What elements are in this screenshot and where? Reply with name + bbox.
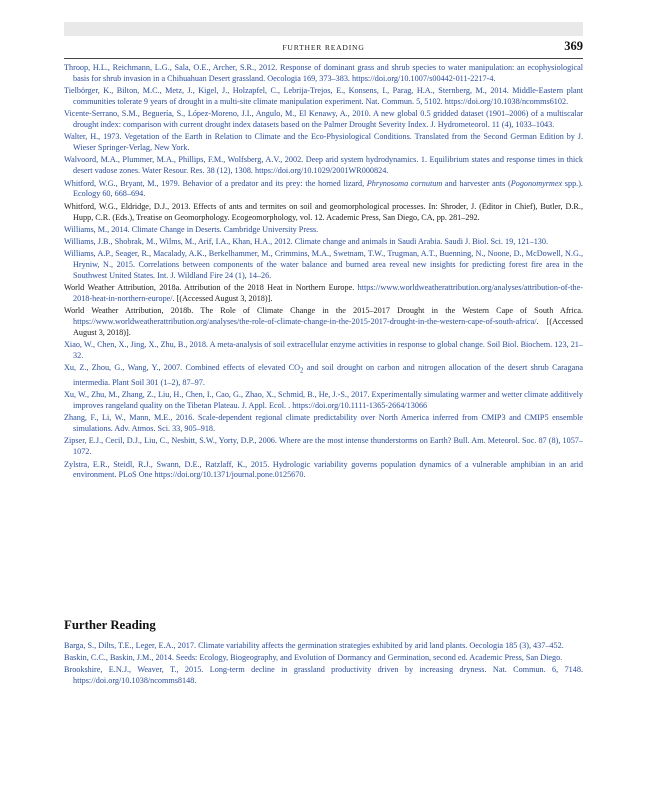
reference-xu-2007[interactable] <box>64 363 583 388</box>
reference-list <box>64 63 583 483</box>
header-bar <box>64 22 583 36</box>
reference-williams-2015[interactable]: Williams, A.P., Seager, R., Macalady, A.K., Berkelhammer, M., Crimmins, M.A., Swetnam, T.W., Trugman, A.T., Buenning, N., Noone, D., McDowell, N.G., Hryniw, N., 2015. Correlations between components of the water balance and burned area reveal new insights for predicting forest fire area in the Southwest United States. Int. J. Wildland Fire 24 (1), 14–26. <box>64 249 583 280</box>
reference-text: Whitford, W.G., Bryant, M., 1979. Behavior of a predator and its prey: the horned lizard, <box>64 178 367 188</box>
reference-xu-2017[interactable]: Xu, W., Zhu, M., Zhang, Z., Liu, H., Chen, I., Cao, G., Zhao, X., Schmid, B., He, J.-S., 2017. Experimentally simulating warmer and wetter climate additively improves rangeland quality on the Tibetan Plateau. J. Appl. Ecol. . https://doi.org/10.1111-1365-2664/13066 <box>64 390 583 411</box>
further-reading-baskin-2014[interactable]: Baskin, C.C., Baskin, J.M., 2014. Seeds: Ecology, Biogeography, and Evolution of Dormancy and Germination, second ed. Academic Press, San Diego. <box>64 653 563 663</box>
reference-walvoord-2002[interactable]: Walvoord, M.A., Plummer, M.A., Phillips, F.M., Wolfsberg, A.V., 2002. Deep arid system hydrodynamics. 1. Equilibrium states and response times in thick desert vadose zones. Water Resour. Res. 38 (12), 1308. https://doi.org/10.1029/2001WR000824. <box>64 155 583 176</box>
reference-whitford-bryant-1979[interactable] <box>64 179 583 201</box>
reference-wwa-2018a <box>64 283 583 305</box>
species-name: Phrynosoma cornutum <box>366 178 443 188</box>
running-head <box>64 40 583 58</box>
reference-williams-2014[interactable]: Williams, M., 2014. Climate Change in Deserts. Cambridge University Press. <box>64 224 319 234</box>
reference-text: . [(Accessed August 3, 2018)]. <box>73 317 583 338</box>
reference-text: Xu, Z., Zhou, G., Wang, Y., 2007. Combined effects of elevated CO <box>64 363 301 373</box>
reference-xiao-2018[interactable]: Xiao, W., Chen, X., Jing, X., Zhu, B., 2018. A meta-analysis of soil extracellular enzyme activities in response to global change. Soil Biol. Biochem. 123, 21–32. <box>64 340 583 361</box>
further-reading-list <box>64 641 583 689</box>
reference-text: World Weather Attribution, 2018a. Attribution of the 2018 Heat in Northern Europe. <box>64 283 358 293</box>
reference-throop-2012[interactable]: Throop, H.L., Reichmann, L.G., Sala, O.E., Archer, S.R., 2012. Response of dominant grass and shrub species to water manipulation: an ecophysiological basis for shrub invasion in a Chihuahuan Desert grassland. Oecologia 169, 373–383. https://doi.org/10.1007/s00442-011-2217-4. <box>64 63 583 83</box>
reference-url-link[interactable]: https://www.worldweatherattribution.org/analyses/the-role-of-climate-change-in-the-2015-2017-drought-in-the-western-cape-of-south-africa/ <box>73 317 537 327</box>
page-number: 369 <box>564 39 583 53</box>
header-rule <box>64 58 583 59</box>
reference-whitford-eldridge-2013: Whitford, W.G., Eldridge, D.J., 2013. Effects of ants and termites on soil and geomorphological processes. In: Shroder, J. (Editor in Chief), Butler, D.R., Hupp, C.R. (Eds.), Treatise on Geomorphology. Ecogeomorphology, vol. 12. Academic Press, San Diego, CA, pp. 281–292. <box>64 201 583 222</box>
reference-text: . [(Accessed August 3, 2018)]. <box>172 294 273 304</box>
reference-zhang-2016[interactable]: Zhang, F., Li, W., Mann, M.E., 2016. Scale-dependent regional climate predictability over North America inferred from CMIP3 and CMIP5 ensemble simulations. Adv. Atmos. Sci. 33, 905–918. <box>64 413 583 434</box>
reference-williams-2012[interactable]: Williams, J.B., Shobrak, M., Wilms, M., Arif, I.A., Khan, H.A., 2012. Climate change and animals in Saudi Arabia. Saudi J. Biol. Sci. 19, 121–130. <box>64 236 549 246</box>
genus-name: Pogonomyrmex <box>510 178 563 188</box>
reference-text: and harvester ants ( <box>442 178 511 188</box>
reference-text: spp.). Ecology 60, 668–694. <box>73 178 583 199</box>
further-reading-barga-2017[interactable]: Barga, S., Dilts, T.E., Leger, E.A., 2017. Climate variability affects the germination strategies exhibited by arid land plants. Oecologia 185 (3), 437–452. <box>64 641 564 650</box>
reference-url-link[interactable]: https://www.worldweatherattribution.org/analyses/attribution-of-the-2018-heat-in-northern-europe/ <box>73 283 583 304</box>
reference-zipser-2006[interactable]: Zipser, E.J., Cecil, D.J., Liu, C., Nesbitt, S.W., Yorty, D.P., 2006. Where are the most intense thunderstorms on Earth? Bull. Am. Meteorol. Soc. 87 (8), 1057–1072. <box>64 436 583 457</box>
running-title: FURTHER READING <box>282 43 365 52</box>
reference-text: and soil drought on carbon and nitrogen allocation of the desert shrub Caragana intermedia. Plant Soil 301 (1–2), 87–97. <box>73 363 583 387</box>
subscript: 2 <box>300 368 304 376</box>
reference-text: World Weather Attribution, 2018b. The Role of Climate Change in the 2015–2017 Drought in the Western Cape of South Africa. <box>64 306 583 316</box>
reference-walter-1973[interactable]: Walter, H., 1973. Vegetation of the Earth in Relation to Climate and the Eco-Physiological Conditions. Translated from the Second German Edition by J. Wieser Springer-Verlag, New York. <box>64 132 583 153</box>
reference-zylstra-2015[interactable]: Zylstra, E.R., Steidl, R.J., Swann, D.E., Ratzlaff, K., 2015. Hydrologic variability governs population dynamics of a vulnerable amphibian in an arid environment. PLoS One https://doi.org/10.1371/journal.pone.0125670. <box>64 459 583 480</box>
reference-wwa-2018b <box>64 306 583 339</box>
reference-tielborger-2014[interactable]: Tielbörger, K., Bilton, M.C., Metz, J., Kigel, J., Holzapfel, C., Lebrija-Trejos, E., Konsens, I., Parag, H.A., Sternberg, M., 2014. Middle-Eastern plant communities tolerate 9 years of drought in a multi-site climate manipulation experiment. Nat. Commun. 5, 5102. https://doi.org/10.1038/ncomms6102. <box>64 86 583 107</box>
further-reading-brookshire-2015[interactable]: Brookshire, E.N.J., Weaver, T., 2015. Long-term decline in grassland productivity driven by increasing dryness. Nat. Commun. 6, 7148. https://doi.org/10.1038/ncomms8148. <box>64 665 583 686</box>
further-reading-heading: Further Reading <box>64 618 156 632</box>
reference-vicente-serrano-2010[interactable]: Vicente-Serrano, S.M., Beguería, S., López-Moreno, J.I., Angulo, M., El Kenawy, A., 2010. A new global 0.5 gridded dataset (1901–2006) of a multiscalar drought index: comparison with current drought index datasets based on the Palmer Drought Severity Index. J. Hydrometeorol. 11 (4), 1033–1043. <box>64 109 583 130</box>
